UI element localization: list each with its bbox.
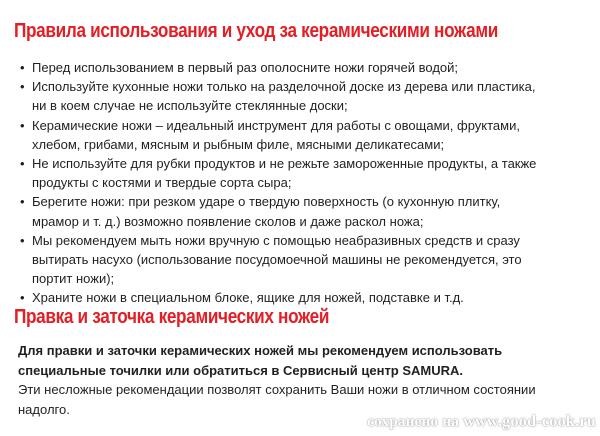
- rule-line: портит ножи);: [32, 271, 115, 287]
- rule-line: вытирать насухо (использование посудомоечной машины не рекомендуется, это: [32, 252, 522, 268]
- rule-item: [18, 77, 594, 115]
- bullet-icon: •: [20, 156, 25, 172]
- paragraph-line: надолго.: [18, 401, 70, 417]
- watermark: [367, 413, 596, 431]
- rule-line: Перед использованием в первый раз ополосните ножи горячей водой;: [32, 60, 459, 75]
- rule-line: хлебом, грибами, мясным и рыбным филе, мясными деликатесами;: [32, 136, 445, 152]
- bullet-icon: •: [20, 79, 25, 95]
- rule-line: ни в коем случае не используйте стеклянные доски;: [32, 98, 348, 114]
- paragraph-line: специальные точилки или обратиться в Сервисный центр SAMURA.: [18, 362, 464, 378]
- bullet-icon: •: [20, 290, 25, 306]
- rule-line: Берегите ножи: при резком ударе о твердую поверхность (о кухонную плитку,: [32, 194, 501, 210]
- watermark-prefix: сохранено на: [367, 414, 460, 430]
- paragraph-line: Для правки и заточки керамических ножей мы рекомендуем использовать: [18, 343, 503, 358]
- paragraph-line: Эти несложные рекомендации позволят сохранить Ваши ножи в отличном состоянии: [18, 382, 536, 397]
- rule-item: [18, 231, 594, 289]
- rule-line: Используйте кухонные ножи только на разделочной доске из дерева или пластика,: [32, 79, 536, 95]
- rule-line: мрамор и т. д.) возможно появление сколов и даже раскол ножа;: [32, 213, 424, 229]
- rule-line: Керамические ножи – идеальный инструмент для работы с овощами, фруктами,: [32, 117, 520, 133]
- bullet-icon: •: [20, 60, 25, 75]
- bullet-icon: •: [20, 117, 25, 133]
- rule-line: Не используйте для рубки продуктов и не режьте замороженные продукты, а также: [32, 156, 537, 172]
- rule-item: [18, 192, 594, 230]
- bullet-icon: •: [20, 232, 25, 248]
- bullet-icon: •: [20, 194, 25, 210]
- rule-item: [18, 154, 594, 192]
- section-title-usage-care: Правила использования и уход за керамическими ножами: [14, 20, 498, 42]
- usage-rules-list: [18, 58, 594, 308]
- rule-item: [18, 58, 594, 77]
- section-title-sharpening: Правка и заточка керамических ножей: [14, 306, 330, 328]
- rule-line: Мы рекомендуем мыть ножи вручную с помощью неабразивных средств и сразу: [32, 232, 520, 248]
- sharpening-recommendation: [18, 341, 502, 380]
- rule-line: продукты с костями и твердые сорта сыра;: [32, 175, 292, 191]
- watermark-site: www.good-cook.ru: [463, 413, 596, 430]
- rule-line: Храните ножи в специальном блоке, ящике для ножей, подставке и т.д.: [32, 290, 464, 306]
- rule-item: [18, 116, 594, 154]
